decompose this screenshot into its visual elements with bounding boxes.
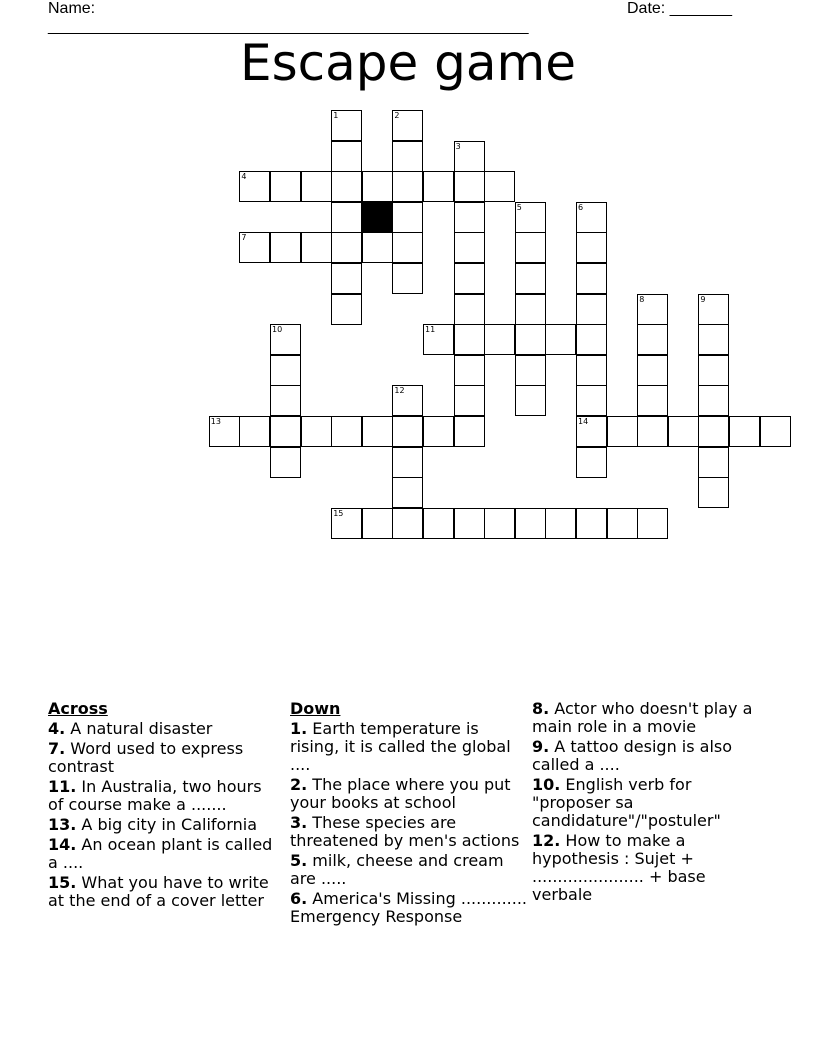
crossword-cell[interactable] — [392, 508, 423, 539]
crossword-cell[interactable] — [239, 232, 270, 263]
crossword-cell[interactable] — [392, 171, 423, 202]
clue-item — [290, 720, 528, 774]
clue-number: 7 — [241, 233, 247, 243]
crossword-cell[interactable] — [423, 171, 454, 202]
crossword-cell[interactable] — [392, 202, 423, 233]
crossword-cell[interactable] — [576, 385, 607, 416]
clue-number: 5 — [516, 202, 522, 212]
crossword-cell[interactable] — [637, 508, 668, 539]
clue-item — [48, 778, 280, 814]
clue-text: Earth temperature is rising, it is called the global .... — [290, 719, 511, 774]
crossword-cell[interactable] — [454, 171, 485, 202]
crossword-cell[interactable] — [270, 385, 301, 416]
crossword-cell[interactable] — [545, 508, 576, 539]
clue-number: 6 — [578, 202, 584, 212]
crossword-cell[interactable] — [239, 171, 270, 202]
crossword-cell[interactable] — [576, 202, 607, 233]
clue-item — [48, 816, 280, 834]
crossword-cell[interactable] — [301, 171, 332, 202]
clue-number: 9 — [700, 294, 706, 304]
clue-text: America's Missing ............. Emergency Response — [290, 889, 527, 926]
crossword-cell[interactable] — [454, 416, 485, 447]
crossword-cell[interactable] — [454, 324, 485, 355]
crossword-cell[interactable] — [392, 110, 423, 141]
clue-number-label: 7. — [48, 739, 66, 758]
crossword-cell[interactable] — [454, 508, 485, 539]
crossword-cell[interactable] — [515, 202, 546, 233]
crossword-cell[interactable] — [362, 508, 393, 539]
clue-text: In Australia, two hours of course make a ....... — [48, 777, 262, 814]
crossword-cell[interactable] — [515, 294, 546, 325]
crossword-cell[interactable] — [270, 355, 301, 386]
crossword-cell[interactable] — [637, 416, 668, 447]
clue-item — [290, 852, 528, 888]
clue-number-label: 12. — [532, 831, 561, 850]
crossword-cell[interactable] — [637, 294, 668, 325]
crossword-cell[interactable] — [239, 416, 270, 447]
clue-item — [532, 776, 768, 830]
crossword-cell[interactable] — [698, 416, 729, 447]
crossword-cell[interactable] — [454, 294, 485, 325]
crossword-cell[interactable] — [760, 416, 791, 447]
crossword-cell[interactable] — [301, 416, 332, 447]
crossword-cell[interactable] — [301, 232, 332, 263]
crossword-cell[interactable] — [515, 355, 546, 386]
crossword-cell[interactable] — [698, 324, 729, 355]
clue-number-label: 1. — [290, 719, 308, 738]
crossword-cell[interactable] — [698, 355, 729, 386]
page-title: Escape game — [239, 34, 576, 92]
crossword-cell[interactable] — [331, 171, 362, 202]
down-heading: Down — [290, 699, 341, 718]
crossword-cell[interactable] — [331, 202, 362, 233]
clue-number: 4 — [241, 172, 247, 182]
clue-number-label: 8. — [532, 699, 550, 718]
clue-item — [532, 832, 768, 904]
crossword-cell[interactable] — [392, 477, 423, 508]
clue-number-label: 3. — [290, 813, 308, 832]
crossword-cell[interactable] — [454, 385, 485, 416]
crossword-cell[interactable] — [392, 447, 423, 478]
clue-number-label: 2. — [290, 775, 308, 794]
crossword-cell[interactable] — [454, 141, 485, 172]
clue-number: 14 — [578, 417, 589, 426]
crossword-cell[interactable] — [607, 416, 638, 447]
crossword-cell[interactable] — [576, 355, 607, 386]
clue-number: 3 — [455, 141, 461, 151]
clue-item — [48, 874, 280, 910]
clue-text: The place where you put your books at school — [290, 775, 511, 812]
clue-item — [532, 700, 768, 736]
clue-item — [48, 836, 280, 872]
clue-number-label: 4. — [48, 719, 66, 738]
crossword-cell[interactable] — [576, 324, 607, 355]
crossword-cell[interactable] — [729, 416, 760, 447]
crossword-cell[interactable] — [454, 202, 485, 233]
crossword-cell[interactable] — [515, 324, 546, 355]
crossword-cell[interactable] — [484, 508, 515, 539]
crossword-cell[interactable] — [576, 416, 607, 447]
crossword-cell[interactable] — [454, 263, 485, 294]
crossword-cell[interactable] — [270, 447, 301, 478]
crossword-cell[interactable] — [484, 171, 515, 202]
down-clues — [290, 700, 528, 928]
crossword-cell[interactable] — [576, 447, 607, 478]
clue-item — [48, 720, 280, 738]
crossword-cell[interactable] — [423, 416, 454, 447]
crossword-cell[interactable] — [270, 416, 301, 447]
crossword-cell[interactable] — [331, 263, 362, 294]
clue-number: 10 — [272, 325, 283, 335]
crossword-cell[interactable] — [270, 171, 301, 202]
clue-text: English verb for "proposer sa candidature"/"postuler" — [532, 775, 721, 830]
clue-number: 13 — [210, 417, 221, 426]
clue-number: 8 — [639, 294, 645, 304]
clue-text: A big city in California — [76, 815, 258, 834]
crossword-cell[interactable] — [331, 294, 362, 325]
crossword-cell[interactable] — [515, 232, 546, 263]
clue-text: Actor who doesn't play a main role in a movie — [532, 699, 753, 736]
clue-number-label: 9. — [532, 737, 550, 756]
crossword-cell[interactable] — [270, 232, 301, 263]
crossword-cell[interactable] — [454, 355, 485, 386]
date-field[interactable]: Date: _______ — [627, 0, 732, 17]
clue-text: A tattoo design is also called a .... — [532, 737, 733, 774]
crossword-cell[interactable] — [209, 416, 240, 447]
clue-number-label: 11. — [48, 777, 77, 796]
crossword-cell[interactable] — [637, 324, 668, 355]
crossword-cell[interactable] — [698, 477, 729, 508]
crossword-cell[interactable] — [515, 385, 546, 416]
crossword-cell[interactable] — [637, 355, 668, 386]
crossword-cell[interactable] — [392, 385, 423, 416]
clue-number: 1 — [333, 111, 339, 120]
crossword-cell[interactable] — [637, 385, 668, 416]
crossword-cell[interactable] — [331, 232, 362, 263]
clue-item — [290, 776, 528, 812]
down-clues-continued — [532, 700, 768, 906]
crossword-cell[interactable] — [698, 447, 729, 478]
crossword-cell[interactable] — [331, 141, 362, 172]
crossword-cell[interactable] — [668, 416, 699, 447]
clue-item — [290, 814, 528, 850]
crossword-cell[interactable] — [331, 416, 362, 447]
crossword-cell[interactable] — [331, 508, 362, 539]
clue-number: 15 — [333, 508, 344, 518]
crossword-cell[interactable] — [362, 416, 393, 447]
clue-number-label: 5. — [290, 851, 308, 870]
clue-text: An ocean plant is called a .... — [48, 835, 273, 872]
crossword-cell[interactable] — [392, 263, 423, 294]
crossword-black-cell — [362, 202, 393, 233]
clue-text: milk, cheese and cream are ..... — [290, 851, 504, 888]
crossword-cell[interactable] — [607, 508, 638, 539]
crossword-cell[interactable] — [392, 416, 423, 447]
clue-item — [532, 738, 768, 774]
clue-number: 2 — [394, 111, 400, 120]
clue-text: These species are threatened by men's actions — [290, 813, 520, 850]
crossword-cell[interactable] — [698, 294, 729, 325]
clue-item — [48, 740, 280, 776]
crossword-cell[interactable] — [545, 324, 576, 355]
crossword-cell[interactable] — [515, 263, 546, 294]
crossword-cell[interactable] — [423, 324, 454, 355]
crossword-cell[interactable] — [484, 324, 515, 355]
crossword-cell[interactable] — [392, 141, 423, 172]
clue-text: Word used to express contrast — [48, 739, 244, 776]
clue-number-label: 15. — [48, 873, 77, 892]
clue-number-label: 14. — [48, 835, 77, 854]
crossword-cell[interactable] — [698, 385, 729, 416]
clue-item — [290, 890, 528, 926]
clue-text: A natural disaster — [65, 719, 213, 738]
crossword-cell[interactable] — [392, 232, 423, 263]
crossword-cell[interactable] — [576, 294, 607, 325]
clue-number: 12 — [394, 386, 405, 396]
crossword-cell[interactable] — [454, 232, 485, 263]
crossword-cell[interactable] — [423, 508, 454, 539]
crossword-cell[interactable] — [576, 232, 607, 263]
clue-text: What you have to write at the end of a cover letter — [48, 873, 269, 910]
crossword-cell[interactable] — [515, 508, 546, 539]
clue-number-label: 6. — [290, 889, 308, 908]
crossword-cell[interactable] — [270, 324, 301, 355]
across-clues — [48, 700, 280, 912]
crossword-cell[interactable] — [576, 508, 607, 539]
across-heading: Across — [48, 699, 108, 718]
crossword-cell[interactable] — [576, 263, 607, 294]
clue-number-label: 10. — [532, 775, 561, 794]
clue-number-label: 13. — [48, 815, 77, 834]
clue-number: 11 — [425, 325, 436, 335]
clue-text: How to make a hypothesis : Sujet + ...................... + base verbale — [532, 831, 706, 904]
crossword-cell[interactable] — [331, 110, 362, 141]
crossword-cell[interactable] — [362, 232, 393, 263]
crossword-cell[interactable] — [362, 171, 393, 202]
name-field[interactable]: Name: ______________________________________________________ — [48, 0, 529, 35]
